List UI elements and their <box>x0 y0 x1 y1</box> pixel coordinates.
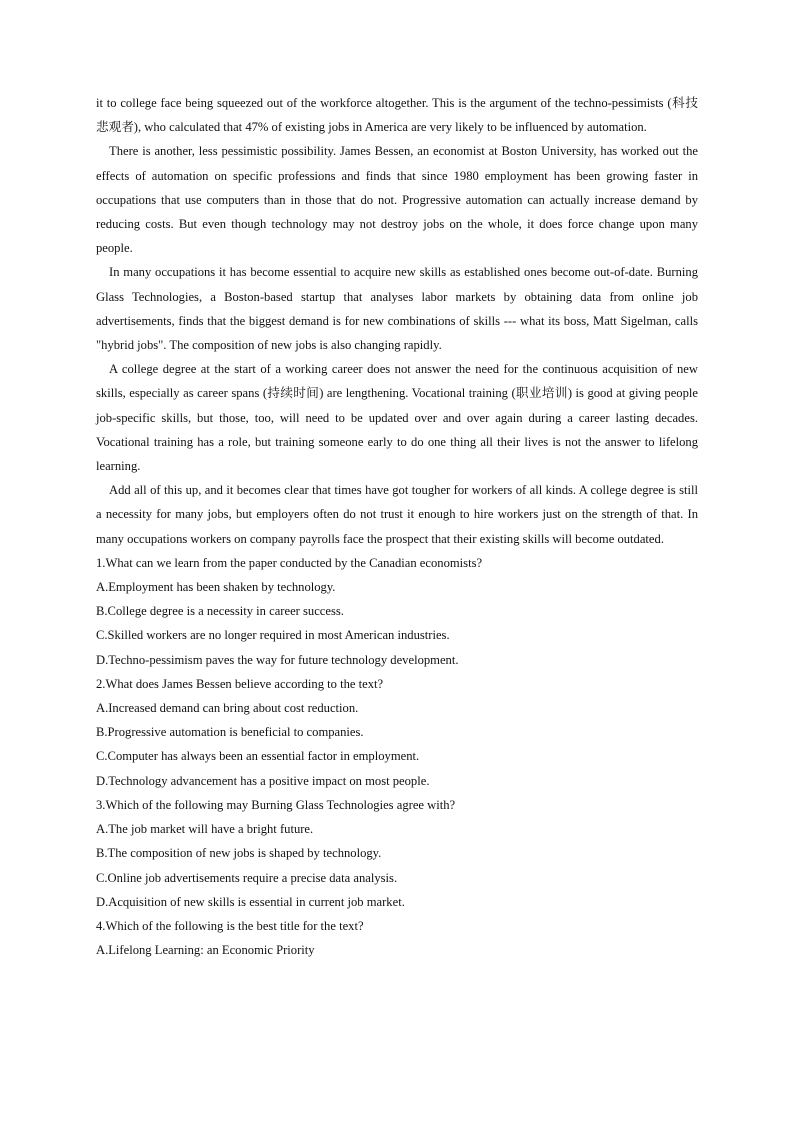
question-1 <box>96 551 698 672</box>
answer-option: C.Computer has always been an essential factor in employment. <box>96 749 420 764</box>
answer-option: A.Lifelong Learning: an Economic Priority <box>96 943 315 958</box>
passage-paragraph-4: A college degree at the start of a working career does not answer the need for the continuous acquisition of new skills, especially as career spans (持续时间) are lengthening. Vocational training (职业培训) is good at giving people job-specific skills, but those, too, will need to be updated over and over again during a career lasting decades. Vocational training has a role, but training someone early to do one thing all their lives is not the answer to lifelong learning. <box>96 362 698 474</box>
passage-paragraph-1: it to college face being squeezed out of the workforce altogether. This is the argument of the techno-pessimists (科技悲观者), who calculated that 47% of existing jobs in America are very likely to be influenced by automation. <box>96 96 698 135</box>
answer-option: A.Increased demand can bring about cost reduction. <box>96 701 359 716</box>
question-3 <box>96 793 698 914</box>
question-stem: 4.Which of the following is the best title for the text? <box>96 918 364 933</box>
answer-option: A.Employment has been shaken by technology. <box>96 580 336 595</box>
passage-paragraph-5: Add all of this up, and it becomes clear that times have got tougher for workers of all kinds. A college degree is still a necessity for many jobs, but employers often do not trust it enough to hire workers just on the strength of that. In many occupations workers on company payrolls face the prospect that their existing skills will become outdated. <box>96 483 698 546</box>
answer-option: D.Techno-pessimism paves the way for future technology development. <box>96 652 459 667</box>
answer-option: B.The composition of new jobs is shaped by technology. <box>96 846 382 861</box>
answer-option: C.Online job advertisements require a precise data analysis. <box>96 870 398 885</box>
answer-option: B.Progressive automation is beneficial to companies. <box>96 725 364 740</box>
reading-passage <box>96 91 698 551</box>
question-stem: 1.What can we learn from the paper conducted by the Canadian economists? <box>96 555 483 570</box>
question-list <box>96 551 698 962</box>
question-4 <box>96 914 698 962</box>
question-stem: 2.What does James Bessen believe according to the text? <box>96 676 384 691</box>
passage-paragraph-3: In many occupations it has become essential to acquire new skills as established ones become out-of-date. Burning Glass Technologies, a Boston-based startup that analyses labor markets by obtaining data from online job advertisements, finds that the biggest demand is for new combinations of skills --- what its boss, Matt Sigelman, calls "hybrid jobs". The composition of new jobs is also changing rapidly. <box>96 265 698 353</box>
answer-option: C.Skilled workers are no longer required in most American industries. <box>96 628 450 643</box>
question-stem: 3.Which of the following may Burning Glass Technologies agree with? <box>96 797 456 812</box>
passage-paragraph-2: There is another, less pessimistic possibility. James Bessen, an economist at Boston University, has worked out the effects of automation on specific professions and finds that since 1980 employment has been growing faster in occupations that use computers than in those that do not. Progressive automation can actually increase demand by reducing costs. But even though technology may not destroy jobs on the whole, it does force change upon many people. <box>96 144 698 256</box>
answer-option: D.Acquisition of new skills is essential in current job market. <box>96 894 405 909</box>
answer-option: A.The job market will have a bright future. <box>96 822 314 837</box>
answer-option: D.Technology advancement has a positive impact on most people. <box>96 773 430 788</box>
answer-option: B.College degree is a necessity in career success. <box>96 604 344 619</box>
question-2 <box>96 672 698 793</box>
document-page <box>96 91 698 962</box>
